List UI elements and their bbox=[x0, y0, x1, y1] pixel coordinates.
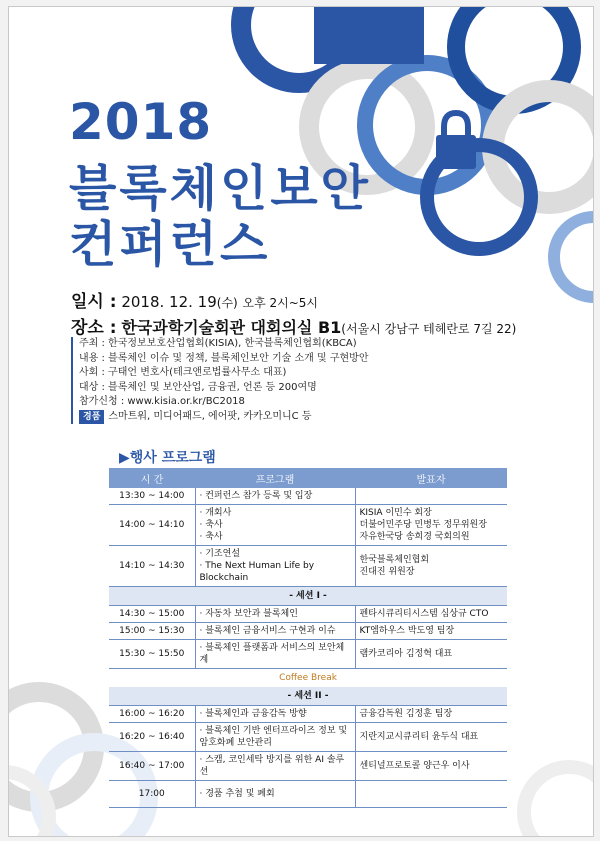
program-table bbox=[109, 468, 507, 808]
row-speaker bbox=[355, 723, 507, 752]
prize-text: 스마트워, 미디어패드, 에어팟, 카카오미니C 등 bbox=[108, 410, 312, 422]
poster bbox=[8, 6, 594, 837]
detail-host: 주최 : 한국정보보호산업협회(KISIA), 한국블록체인협회(KBCA) bbox=[79, 338, 357, 349]
row-time: 15:30 ~ 15:50 bbox=[109, 640, 195, 669]
venue-name: 한국과학기술회관 대회의실 B1 bbox=[121, 318, 342, 337]
row-speaker bbox=[355, 781, 507, 808]
title-line-2: 블록체인보안 bbox=[69, 160, 372, 217]
speaker-name: 지란지교시큐리티 윤두식 대표 bbox=[359, 732, 479, 742]
event-details bbox=[71, 337, 549, 424]
program-item: · The Next Human Life by Blockchain bbox=[200, 560, 351, 584]
session-label: - 세션 I - bbox=[109, 587, 507, 606]
speaker-name: 펜타시큐리티시스템 심상규 CTO bbox=[359, 609, 489, 619]
header-speaker: 발표자 bbox=[355, 468, 507, 488]
row-speaker bbox=[355, 488, 507, 505]
table-row bbox=[109, 669, 507, 688]
padlock-icon bbox=[436, 113, 476, 169]
detail-mc: 사회 : 구태언 변호사(테크앤로법률사무소 대표) bbox=[79, 367, 287, 378]
table-row bbox=[109, 606, 507, 623]
row-time: 16:00 ~ 16:20 bbox=[109, 706, 195, 723]
program-item: · 블록체인과 금융감독 방향 bbox=[200, 708, 351, 720]
table-row bbox=[109, 687, 507, 706]
row-program bbox=[195, 781, 355, 808]
speaker-name: 금융감독원 김정훈 팀장 bbox=[359, 709, 453, 719]
row-time: 16:40 ~ 17:00 bbox=[109, 752, 195, 781]
row-speaker bbox=[355, 752, 507, 781]
table-row bbox=[109, 723, 507, 752]
row-speaker bbox=[355, 706, 507, 723]
table-row bbox=[109, 640, 507, 669]
detail-content: 내용 : 블록체인 이슈 및 정책, 블록체인보안 기술 소개 및 구현방안 bbox=[79, 352, 369, 364]
header-program: 프로그램 bbox=[195, 468, 355, 488]
row-time: 14:10 ~ 14:30 bbox=[109, 546, 195, 587]
program-item: · 블록체인 금융서비스 구현과 이슈 bbox=[200, 625, 351, 637]
program-item: · 개회사 bbox=[200, 507, 351, 519]
row-speaker bbox=[355, 546, 507, 587]
speaker-name: 램카코리아 김정혁 대표 bbox=[359, 649, 453, 659]
row-program bbox=[195, 706, 355, 723]
row-program bbox=[195, 640, 355, 669]
detail-prize bbox=[79, 410, 549, 425]
program-item: · 블록체인 플랫폼과 서비스의 보안체계 bbox=[200, 642, 351, 666]
program-title: ▶행사 프로그램 bbox=[119, 450, 216, 466]
table-row bbox=[109, 587, 507, 606]
program-item: · 자동차 보안과 블록체인 bbox=[200, 608, 351, 620]
table-row bbox=[109, 488, 507, 505]
date-label: 일시 : bbox=[71, 292, 117, 312]
title-line-3: 컨퍼런스 bbox=[69, 216, 271, 273]
speaker-name: 자유한국당 송희경 국회의원 bbox=[359, 532, 470, 542]
row-time: 14:30 ~ 15:00 bbox=[109, 606, 195, 623]
row-program bbox=[195, 546, 355, 587]
row-program bbox=[195, 752, 355, 781]
table-row bbox=[109, 623, 507, 640]
prize-badge: 경품 bbox=[79, 410, 104, 425]
speaker-name: 더불어민주당 민병두 정무위원장 bbox=[359, 520, 487, 530]
speaker-name: KISIA 이민수 회장 bbox=[359, 508, 432, 518]
row-program bbox=[195, 623, 355, 640]
ring bbox=[524, 767, 593, 836]
venue-label: 장소 : bbox=[71, 318, 117, 338]
row-speaker bbox=[355, 505, 507, 546]
venue-address: (서울시 강남구 테헤란로 7길 22) bbox=[341, 322, 517, 336]
cloud-transfer-icon bbox=[477, 23, 533, 55]
session-label: - 세션 II - bbox=[109, 687, 507, 706]
table-row bbox=[109, 752, 507, 781]
program-item: · 축사 bbox=[200, 531, 351, 543]
table-row bbox=[109, 781, 507, 808]
program-item: · 경품 추첨 및 폐회 bbox=[200, 788, 351, 800]
coffee-break: Coffee Break bbox=[109, 669, 507, 688]
row-program bbox=[195, 606, 355, 623]
program-item: · 축사 bbox=[200, 519, 351, 531]
row-time: 13:30 ~ 14:00 bbox=[109, 488, 195, 505]
speaker-name: 센티널프로토콜 양근우 이사 bbox=[359, 761, 470, 771]
event-venue bbox=[71, 313, 516, 338]
row-program bbox=[195, 505, 355, 546]
speaker-name: 한국블록체인협회 bbox=[359, 555, 430, 565]
row-program bbox=[195, 488, 355, 505]
table-row bbox=[109, 546, 507, 587]
row-speaker bbox=[355, 623, 507, 640]
header-time: 시 간 bbox=[109, 468, 195, 488]
speaker-name: KT엠하우스 박도영 팀장 bbox=[359, 626, 455, 636]
program-item: · 기조연설 bbox=[200, 548, 351, 560]
program-item: · 스캠, 코인세탁 방지를 위한 AI 솔루션 bbox=[200, 754, 351, 778]
row-time: 16:20 ~ 16:40 bbox=[109, 723, 195, 752]
program-rows bbox=[109, 488, 507, 808]
title-year: 2018 bbox=[69, 93, 213, 151]
table-row bbox=[109, 505, 507, 546]
row-speaker bbox=[355, 606, 507, 623]
row-speaker bbox=[355, 640, 507, 669]
ring bbox=[554, 217, 593, 297]
event-date bbox=[71, 287, 318, 312]
row-time: 15:00 ~ 15:30 bbox=[109, 623, 195, 640]
row-time: 14:00 ~ 14:10 bbox=[109, 505, 195, 546]
program-item: · 블록체인 기반 엔터프라이즈 정보 및 암호화폐 보안관리 bbox=[200, 725, 351, 749]
row-time: 17:00 bbox=[109, 781, 195, 808]
program-item: · 컨퍼런스 참가 등록 및 입장 bbox=[200, 490, 351, 502]
shield-gear-icon bbox=[271, 15, 307, 57]
date-day: (수) bbox=[216, 296, 238, 310]
row-program bbox=[195, 723, 355, 752]
speaker-name: 진대진 위원장 bbox=[359, 567, 415, 577]
date-time: 오후 2시~5시 bbox=[242, 296, 319, 310]
table-row bbox=[109, 706, 507, 723]
date-main: 2018. 12. 19 bbox=[121, 293, 217, 311]
detail-audience: 대상 : 블록체인 및 보안산업, 금융권, 언론 등 200여명 bbox=[79, 381, 317, 393]
detail-register: 참가신청 : www.kisia.or.kr/BC2018 bbox=[79, 396, 245, 407]
